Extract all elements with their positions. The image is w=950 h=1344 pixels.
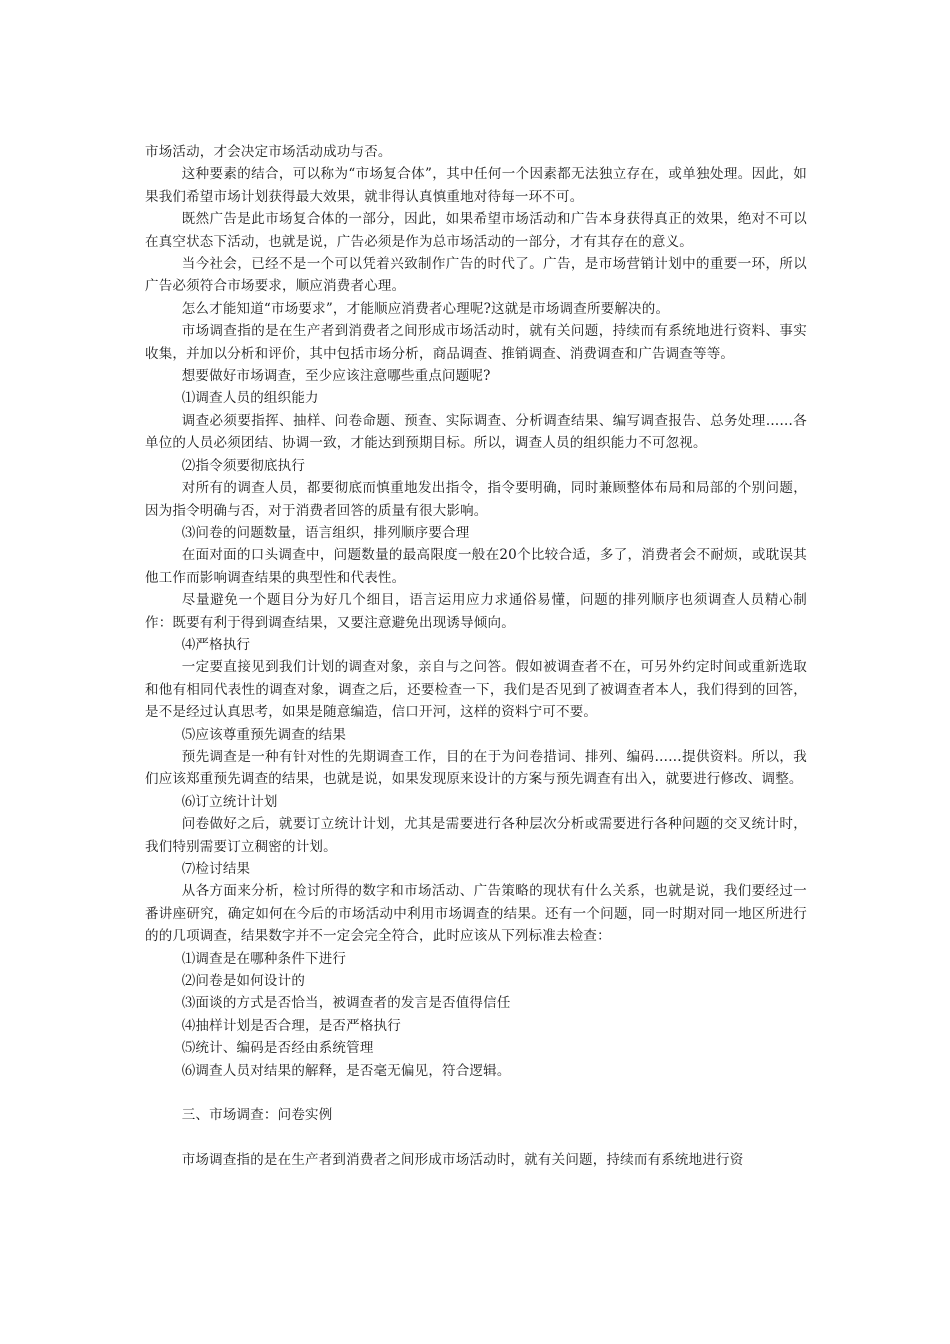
paragraph: 对所有的调查人员，都要彻底而慎重地发出指令，指令要明确，同时兼顾整体布局和局部的个别问题，因为指令明确与否，对于消费者回答的质量有很大影响。 — [145, 480, 807, 519]
paragraph: 怎么才能知道“市场要求”，才能顺应消费者心理呢?这就是市场调查所要解决的。 — [181, 300, 670, 317]
list-item: ⑷抽样计划是否合理，是否严格执行 — [181, 1017, 401, 1034]
paragraph: 这种要素的结合，可以称为“市场复合体”，其中任何一个因素都无法独立存在，或单独处理。因此，如果我们希望市场计划获得最大效果，就非得认真慎重地对待每一环不可。 — [145, 166, 807, 205]
list-item: ⑵指令须要彻底执行 — [181, 457, 306, 474]
paragraph: 想要做好市场调查，至少应该注意哪些重点问题呢? — [181, 368, 491, 385]
paragraph: 从各方面来分析，检讨所得的数字和市场活动、广告策略的现状有什么关系，也就是说，我们要经过一番讲座研究，确定如何在今后的市场活动中利用市场调查的结果。还有一个问题，同一时期对同一地区所进行的的几项调查，结果数字并不一定会完全符合，此时应该从下列标准去检查： — [145, 883, 807, 945]
blank-line — [145, 1082, 807, 1104]
list-item: ⑵问卷是如何设计的 — [181, 973, 306, 990]
paragraph: 当今社会，已经不是一个可以凭着兴致制作广告的时代了。广告，是市场营销计划中的重要一环，所以广告必须符合市场要求，顺应消费者心理。 — [145, 256, 807, 295]
paragraph: 市场调查指的是在生产者到消费者之间形成市场活动时，就有关问题，持续而有系统地进行资料、事实收集，并加以分析和评价，其中包括市场分析，商品调查、推销调查、消费调查和广告调查等等。 — [145, 323, 807, 362]
list-item: ⑹订立统计计划 — [181, 793, 278, 810]
paragraph: 市场调查指的是在生产者到消费者之间形成市场活动时，就有关问题，持续而有系统地进行资 — [181, 1152, 744, 1169]
paragraph: 一定要直接见到我们计划的调查对象，亲自与之问答。假如被调查者不在，可另外约定时间或重新选取和他有相同代表性的调查对象，调查之后，还要检查一下，我们是否见到了被调查者本人，我们得到的回答，是不是经过认真思考，如果是随意编造，信口开河，这样的资料宁可不要。 — [145, 659, 807, 721]
list-item: ⑷严格执行 — [181, 636, 251, 653]
paragraph: 预先调查是一种有针对性的先期调查工作，目的在于为问卷措词、排列、编码……提供资料。所以，我们应该郑重预先调查的结果，也就是说，如果发现原来设计的方案与预先调查有出入，就要进行修改、调整。 — [145, 748, 807, 788]
list-item: ⑸应该尊重预先调查的结果 — [181, 726, 347, 743]
document-body — [145, 141, 807, 1172]
list-item: ⑹调查人员对结果的解释，是否毫无偏见，符合逻辑。 — [181, 1062, 511, 1079]
list-item: ⑴调查人员的组织能力 — [181, 390, 319, 407]
paragraph: 在面对面的口头调查中，问题数量的最高限度一般在20个比较合适，多了，消费者会不耐烦，或耽误其他工作而影响调查结果的典型性和代表性。 — [145, 547, 807, 586]
section-heading: 三、市场调查：问卷实例 — [181, 1107, 333, 1124]
list-item: ⑺检讨结果 — [181, 861, 251, 877]
list-item: ⑴调查是在哪种条件下进行 — [181, 950, 347, 967]
list-item: ⑸统计、编码是否经由系统管理 — [181, 1040, 374, 1057]
list-item: ⑶问卷的问题数量，语言组织，排列顺序要合理 — [181, 524, 470, 541]
paragraph: 尽量避免一个题目分为好几个细目，语言运用应力求通俗易懂，问题的排列顺序也须调查人员精心制作：既要有利于得到调查结果，又要注意避免出现诱导倾向。 — [145, 592, 807, 631]
paragraph: 调查必须要指挥、抽样、问卷命题、预查、实际调查、分析调查结果、编写调查报告、总务处理……各单位的人员必须团结、协调一致，才能达到预期目标。所以，调查人员的组织能力不可忽视。 — [145, 412, 807, 452]
paragraph: 既然广告是此市场复合体的一部分，因此，如果希望市场活动和广告本身获得真正的效果，绝对不可以在真空状态下活动，也就是说，广告必须是作为总市场活动的一部分，才有其存在的意义。 — [145, 211, 807, 250]
list-item: ⑶面谈的方式是否恰当，被调查者的发言是否值得信任 — [181, 995, 511, 1012]
blank-line — [145, 1127, 807, 1149]
paragraph: 问卷做好之后，就要订立统计计划，尤其是需要进行各种层次分析或需要进行各种问题的交叉统计时，我们特别需要订立稠密的计划。 — [145, 816, 807, 855]
paragraph-continuation: 市场活动，才会决定市场活动成功与否。 — [145, 144, 392, 160]
